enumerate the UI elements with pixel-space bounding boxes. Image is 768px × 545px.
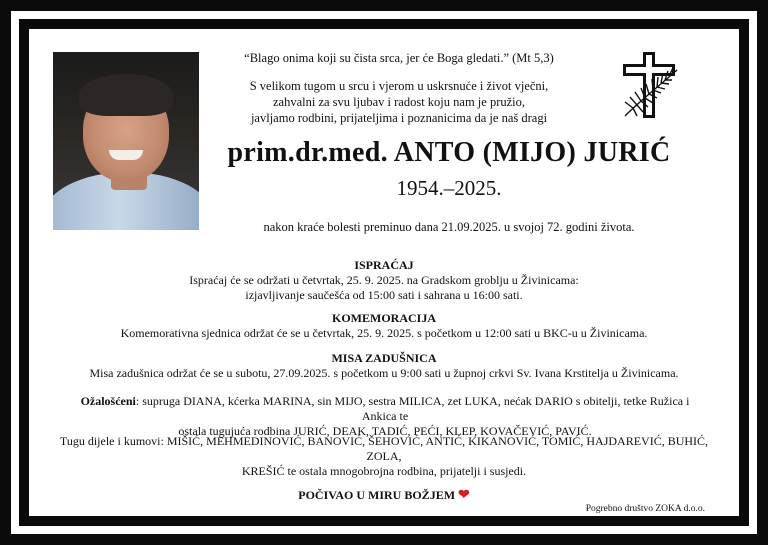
komemoracija-section [29, 311, 739, 341]
heart-icon: ❤ [458, 488, 470, 503]
intro-line: javljamo rodbini, prijateljima i poznanicima da je naš dragi [250, 111, 548, 125]
section-title: ISPRAĆAJ [354, 258, 414, 272]
section-text: Misa zadušnica održat će se u subotu, 27.09.2025. s početkom u 9:00 sati u župnoj crkvi Sv. Ivana Krstitelja u Živinicama. [89, 366, 679, 380]
section-text: Komemorativna sjednica održat će se u četvrtak, 25. 9. 2025. s početkom u 12:00 sati u BKC-u u Živinicama. [120, 326, 648, 340]
funeral-home: Pogrebno društvo ZOKA d.o.o. [585, 504, 705, 514]
bible-quote: “Blago onima koji su čista srca, jer će Boga gledati.” (Mt 5,3) [244, 51, 554, 65]
cross-with-palm-icon [619, 50, 681, 122]
obituary-card [29, 29, 739, 516]
mourners-text: : supruga DIANA, kćerka MARINA, sin MIJO, sestra MILICA, zet LUKA, nećak DARIO s obitelji, tetke Ružica i Ankica te [135, 394, 690, 423]
intro-text [209, 78, 589, 126]
intro-line: zahvalni za svu ljubav i radost koju nam je pružio, [272, 95, 525, 109]
life-years: 1954.–2025. [396, 176, 502, 200]
intro-line: S velikom tugom u srcu i vjerom u uskrsnuće i život vječni, [249, 79, 549, 93]
death-notice: nakon kraće bolesti preminuo dana 21.09.2025. u svojoj 72. godini života. [263, 220, 635, 234]
friends-text: Tugu dijele i kumovi: MIŠIĆ, MEHMEDINOVIĆ, BANOVIĆ, ŠEHOVIĆ, ANTIĆ, KIKANOVIĆ, TOMIĆ, HAJDAREVIĆ, BUHIĆ, ZOLA, [59, 434, 709, 463]
rest-in-peace [29, 488, 739, 503]
section-title: MISA ZADUŠNICA [331, 351, 437, 365]
portrait-photo [53, 52, 199, 230]
section-title: KOMEMORACIJA [332, 311, 436, 325]
mourners-label: Ožalošćeni [80, 394, 136, 408]
mourners-list [69, 394, 701, 439]
rip-text: POČIVAO U MIRU BOŽJEM [298, 488, 456, 502]
section-text: Ispraćaj će se održati u četvrtak, 25. 9. 2025. na Gradskom groblju u Živinicama: [189, 273, 579, 287]
friends-list [59, 434, 709, 479]
ispracaj-section [29, 258, 739, 303]
friends-text: KREŠIĆ te ostala mnogobrojna rodbina, prijatelji i susjedi. [241, 464, 527, 478]
deceased-name: prim.dr.med. ANTO (MIJO) JURIĆ [227, 137, 671, 168]
misa-section [29, 351, 739, 381]
section-text: izjavljivanje saučešća od 15:00 sati i sahrana u 16:00 sati. [245, 288, 523, 302]
mourners-text: ostala tugujuća rodbina JURIĆ, DEAK, TADIĆ, PEĆI, KLEP, KOVAČEVIĆ, PAVIĆ. [178, 424, 592, 438]
